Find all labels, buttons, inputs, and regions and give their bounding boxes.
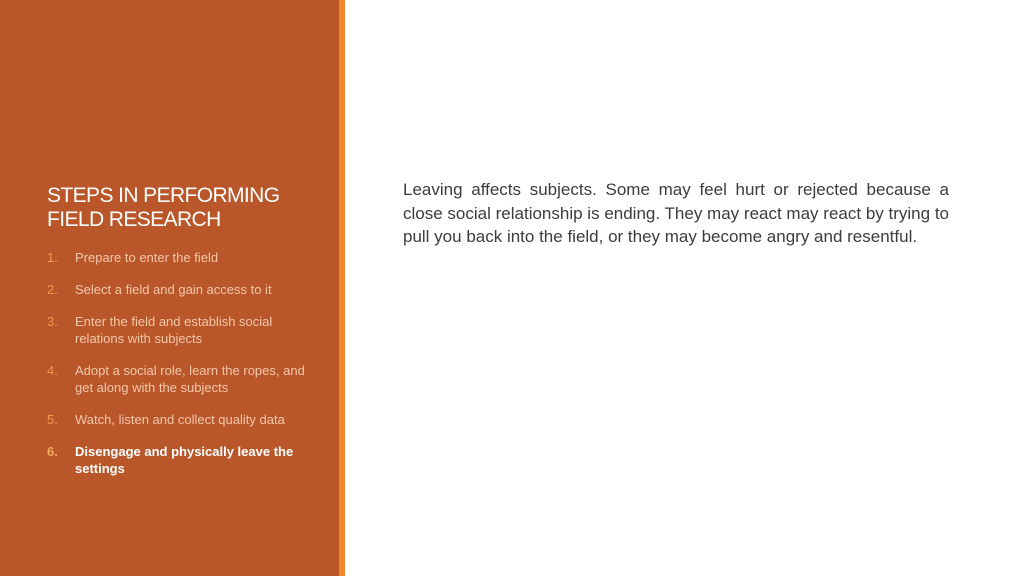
step-item-4 [47, 362, 307, 396]
left-panel [0, 0, 339, 576]
step-item-5 [47, 411, 307, 428]
step-number: 6. [47, 444, 58, 459]
step-label: Enter the field and establish social relations with subjects [75, 314, 273, 346]
step-label: Select a field and gain access to it [75, 282, 272, 297]
step-item-3 [47, 313, 307, 347]
step-item-6 [47, 443, 307, 477]
step-number: 2. [47, 282, 58, 297]
steps-list [47, 249, 307, 492]
step-number: 5. [47, 412, 58, 427]
step-label: Disengage and physically leave the settings [75, 444, 294, 476]
step-label: Watch, listen and collect quality data [75, 412, 285, 427]
body-paragraph: Leaving affects subjects. Some may feel hurt or rejected because a close social relationship is ending. They may react may react by trying to pull you back into the field, or they may become angry and resentful. [403, 180, 949, 246]
step-number: 1. [47, 250, 58, 265]
slide-title-line-1: STEPS IN PERFORMING [47, 184, 280, 207]
slide-title-line-2: FIELD RESEARCH [47, 208, 221, 231]
step-item-2 [47, 281, 307, 298]
accent-divider [339, 0, 345, 576]
step-label: Adopt a social role, learn the ropes, and get along with the subjects [75, 363, 305, 395]
slide-title [47, 184, 317, 232]
step-item-1 [47, 249, 307, 266]
step-number: 3. [47, 314, 58, 329]
step-number: 4. [47, 363, 58, 378]
step-label: Prepare to enter the field [75, 250, 219, 265]
